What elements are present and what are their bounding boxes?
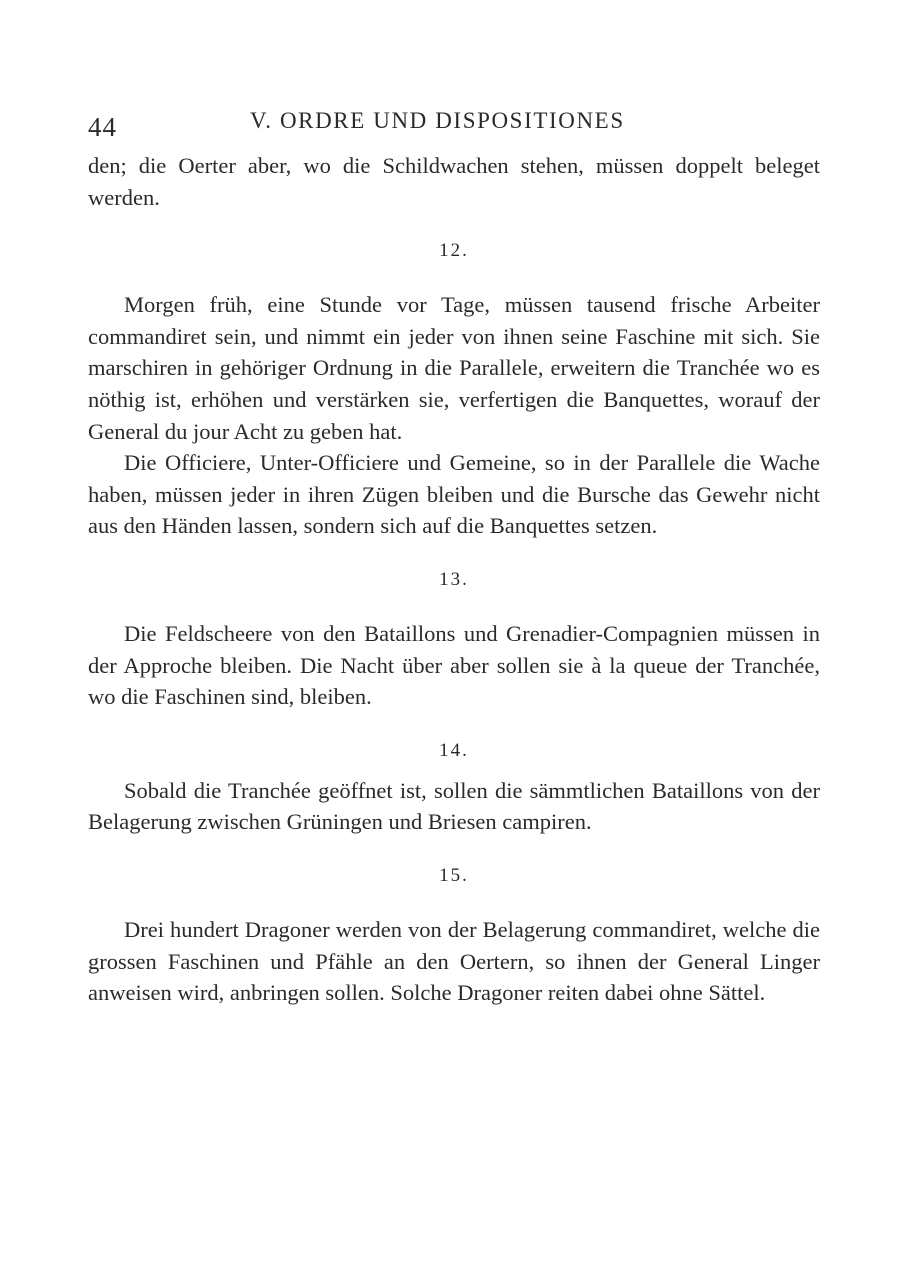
running-head: V. ORDRE UND DISPOSITIONES: [250, 108, 625, 133]
section-12-paragraph-1: Morgen früh, eine Stunde vor Tage, müssen tausend frische Arbeiter commandiret sein, und nimmt ein jeder von ihnen seine Faschine mit sich. Sie marschiren in gehöriger Ordnung in die Parallele, erweitern die Tranchée wo es nöthig ist, erhöhen und verstärken sie, verfertigen die Banquettes, worauf der General du jour Acht zu geben hat.: [88, 292, 820, 444]
section-13-paragraph-1: Die Feldscheere von den Bataillons und Grenadier-Compagnien müssen in der Approche bleiben. Die Nacht über aber sollen sie à la queue der Tranchée, wo die Faschinen sind, bleiben.: [88, 620, 820, 710]
section-number-15: 15.: [439, 864, 469, 886]
section-number-13: 13.: [439, 568, 469, 590]
page-header: [88, 102, 820, 142]
section-14-paragraph-1: Sobald die Tranchée geöffnet ist, sollen die sämmtlichen Bataillons von der Belagerung zwischen Grüningen und Briesen campiren.: [88, 777, 820, 835]
section-number-14: 14.: [439, 739, 469, 761]
body-text: [88, 150, 820, 1009]
continuation-paragraph: den; die Oerter aber, wo die Schildwachen stehen, müssen doppelt beleget werden.: [88, 153, 820, 210]
section-12-paragraph-2: Die Officiere, Unter-Officiere und Gemeine, so in der Parallele die Wache haben, müssen jeder in ihren Zügen bleiben und die Bursche das Gewehr nicht aus den Händen lassen, sondern sich auf die Banquettes setzen.: [88, 450, 820, 539]
section-number-12: 12.: [439, 240, 469, 262]
page-number: 44: [88, 112, 117, 142]
section-15-paragraph-1: Drei hundert Dragoner werden von der Belagerung commandiret, welche die grossen Faschinen und Pfähle an den Oertern, so ihnen der General Linger anweisen wird, anbringen sollen. Solche Dragoner reiten dabei ohne Sättel.: [88, 916, 820, 1006]
